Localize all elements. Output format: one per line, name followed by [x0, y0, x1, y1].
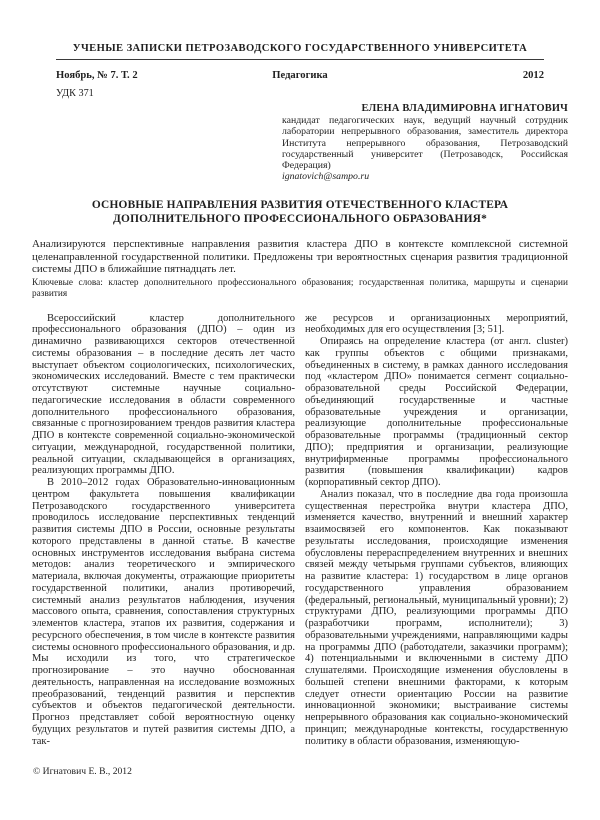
right-column — [305, 313, 568, 748]
paragraph: Анализ показал, что в последние два года произошла существенная перестройка внутри кластера ДПО, изменяется качество, внутренний и внешний характер взаимосвязей его компонентов. Как показывают результаты исследования, происходящие изменения обусловлены перераспределением внутренних и внешних связей между четырьмя группами субъектов, влияющих на развитие кластера: 1) государством в лице органов государственного управления образованием (федеральный, региональный, муниципальный уровни); 2) структурами ДПО, реализующими программы ДПО (разработчики программ, исполнители); 3) образовательными учреждениями, направляющими кадры на программы ДПО (работодатели, заказчики программ); 4) потенциальными и включенными в систему ДПО слушателями. Происходящие изменения обусловлены в большей степени внешними факторами, к которым следует отнести ориентацию России на развитие инновационной экономики; выстраивание системы непрерывного образования как социально-экономический принцип; международные контексты, государственную политику в области образования, изменяющую- — [305, 488, 568, 747]
paragraph: Всероссийский кластер дополнительного профессионального образования (ДПО) – один из динамично развивающихся секторов отечественной системы образования – в последние десять лет часто выступает объектом социологических, психологических, экономических исследований. Вместе с тем практически отсутствуют системные научные социально-педагогические исследования в области современного дополнительного профессионального образования, связанные с прогнозированием трендов развития кластера ДПО в контексте современной социально-экономической ситуации, международной, государственной политики, реальной ситуации, складывающейся в организациях, реализующих программы ДПО. — [32, 312, 295, 477]
left-column — [32, 313, 295, 748]
paragraph: Опираясь на определение кластера (от англ. cluster) как группы объектов с общими признаками, объединенных в систему, в рамках данного исследования под «кластером ДПО» понимается сегмент социально-образовательной среды Российской Федерации, объединяющий государственные и частные образовательные учреждения и организации, реализующие дополнительные профессиональные образовательные программы (традиционный сектор ДПО); предприятия и организации, реализующие внутрифирменные программы профессионального развития (повышения квалификации) кадров (корпоративный сектор ДПО). — [305, 336, 568, 489]
paragraph: же ресурсов и организационных мероприятий, необходимых для его осуществления [3; 51]. — [305, 312, 568, 336]
article-title-line1: ОСНОВНЫЕ НАПРАВЛЕНИЯ РАЗВИТИЯ ОТЕЧЕСТВЕННОГО КЛАСТЕРА — [91, 199, 509, 212]
paragraph: В 2010–2012 годах Образовательно-инновационным центром факультета повышения квалификации Петрозаводского государственного университета проводилось исследование перспективных тенденций развития системы ДПО в России, основные результаты которого представлены в данной статье. В качестве основных инструментов исследования выбрана система методов: анализ теоретического и эмпирического материала, включая документы, отражающие приоритеты государственной политики, анализ противоречий, системный анализ результатов наблюдения, изучения массового опыта, сравнения, сопоставления структурных элементов кластера, этапов их развития, содержания и ресурсного обеспечения, в том числе в контексте развития системы основного профессионального образования, и др. Мы исходили из того, что стратегическое прогнозирование – это научно обоснованная деятельность, направленная на исследование возможных преобразований, тенденций развития и перспектив субъектов и объектов педагогической деятельности. Прогноз представляет собой вероятностную оценку будущих результатов и путей развития системы ДПО, а так- — [32, 477, 295, 747]
udc-code: УДК 371 — [56, 88, 94, 99]
issue-row — [56, 70, 544, 81]
article-body — [32, 313, 568, 748]
issue-year: 2012 — [522, 70, 545, 81]
abstract: Анализируются перспективные направления развития кластера ДПО в контексте комплексной системной целенаправленной государственной политики. Предложены три вероятностных сценария развития традиционной системы ДПО в ближайшие пятнадцать лет. — [32, 238, 568, 276]
author-name: ЕЛЕНА ВЛАДИМИРОВНА ИГНАТОВИЧ — [361, 103, 568, 114]
author-affiliation: кандидат педагогических наук, ведущий научный сотрудник лаборатории непрерывного образования, заместитель директора Института непрерывного образования, Петрозаводский государственный университет (Петрозаводск, Российская Федерация) — [282, 115, 568, 172]
journal-title: УЧЕНЫЕ ЗАПИСКИ ПЕТРОЗАВОДСКОГО ГОСУДАРСТВЕННОГО УНИВЕРСИТЕТА — [72, 43, 528, 54]
running-head — [0, 0, 600, 99]
article-title-line2: ДОПОЛНИТЕЛЬНОГО ПРОФЕССИОНАЛЬНОГО ОБРАЗОВАНИЯ* — [113, 212, 487, 225]
copyright-notice: © Игнатович Е. В., 2012 — [33, 766, 132, 777]
author-block — [282, 103, 568, 182]
author-email: ignatovich@sampo.ru — [282, 171, 370, 183]
section-name: Педагогика — [272, 70, 328, 81]
keywords: Ключевые слова: кластер дополнительного профессионального образования; государственная политика, маршруты и сценарии развития — [32, 278, 568, 300]
header-divider — [56, 59, 544, 60]
article-title — [40, 199, 560, 226]
issue-info: Ноябрь, № 7. Т. 2 — [56, 70, 138, 81]
